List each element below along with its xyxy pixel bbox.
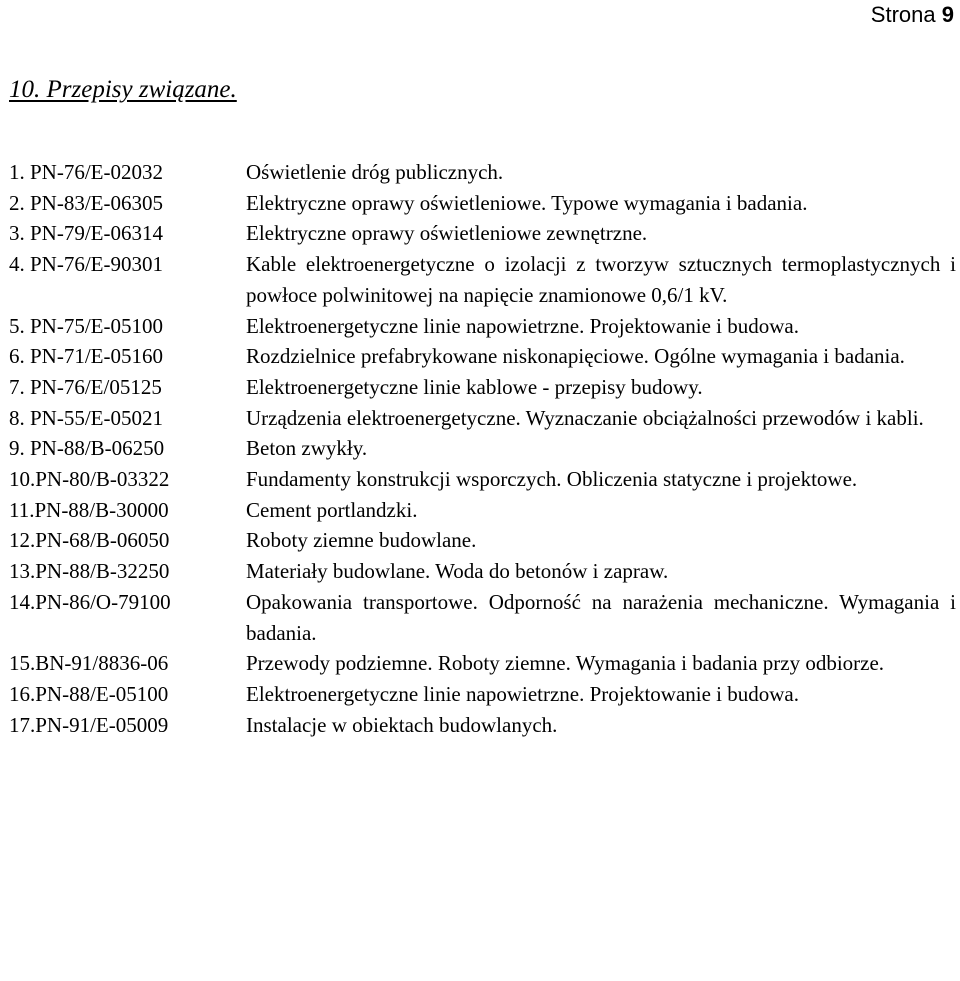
reference-item [9, 648, 956, 679]
reference-item [9, 433, 956, 464]
standard-title: Beton zwykły. [246, 436, 368, 461]
reference-item [9, 710, 956, 741]
section-title: 10. Przepisy związane. [9, 76, 237, 103]
standard-title: Oświetlenie dróg publicznych. [246, 160, 504, 184]
standard-title: Urządzenia elektroenergetyczne. Wyznaczanie obciążalności przewodów i kabli. [246, 405, 924, 430]
standard-title: Elektryczne oprawy oświetleniowe. Typowe wymagania i badania. [246, 190, 808, 215]
standard-number: 9. PN-88/B-06250 [9, 436, 165, 461]
standard-number: 10.PN-80/B-03322 [9, 467, 170, 492]
standard-title: Cement portlandzki. [246, 497, 418, 522]
standard-title: Materiały budowlane. Woda do betonów i zapraw. [246, 559, 669, 584]
standard-number: 6. PN-71/E-05160 [9, 344, 163, 369]
standard-title: Elektryczne oprawy oświetleniowe zewnętrzne. [246, 221, 648, 246]
reference-item [9, 403, 956, 434]
standard-number: 13.PN-88/B-32250 [9, 559, 170, 584]
reference-list [9, 157, 956, 740]
reference-item [9, 218, 956, 249]
standard-number: 5. PN-75/E-05100 [9, 313, 163, 338]
page-header [871, 2, 954, 28]
standard-number: 12.PN-68/B-06050 [9, 528, 170, 553]
standard-title: Instalacje w obiektach budowlanych. [246, 712, 558, 737]
reference-item [9, 525, 956, 556]
standard-number: 8. PN-55/E-05021 [9, 405, 163, 430]
standard-title: Przewody podziemne. Roboty ziemne. Wymagania i badania przy odbiorze. [246, 651, 885, 676]
standard-number: 15.BN-91/8836-06 [9, 651, 169, 676]
page-label: Strona [870, 2, 936, 27]
reference-item [9, 188, 956, 219]
reference-item [9, 495, 956, 526]
standard-title: Fundamenty konstrukcji wsporczych. Obliczenia statyczne i projektowe. [246, 467, 858, 492]
reference-item [9, 311, 956, 342]
standard-number: 4. PN-76/E-90301 [9, 252, 163, 277]
reference-item [9, 464, 956, 495]
standard-number: 11.PN-88/B-30000 [9, 497, 169, 522]
standard-title: Roboty ziemne budowlane. [246, 528, 477, 553]
standard-number: 2. PN-83/E-06305 [9, 190, 163, 215]
standard-number: 16.PN-88/E-05100 [9, 681, 169, 706]
standard-title: Kable elektroenergetyczne o izolacji z tworzyw sztucznych termoplastycznych i powłoce polwinitowej na napięcie znamionowe 0,6/1 kV. [246, 252, 956, 307]
reference-item [9, 157, 956, 188]
reference-item [9, 372, 956, 403]
reference-item [9, 341, 956, 372]
standard-number: 17.PN-91/E-05009 [9, 712, 169, 737]
standard-title: Elektroenergetyczne linie napowietrzne. Projektowanie i budowa. [246, 681, 799, 706]
reference-item [9, 587, 956, 648]
standard-number: 7. PN-76/E/05125 [9, 374, 162, 399]
reference-item [9, 249, 956, 310]
standard-title: Elektroenergetyczne linie napowietrzne. Projektowanie i budowa. [246, 313, 799, 338]
standard-title: Elektroenergetyczne linie kablowe - przepisy budowy. [246, 374, 703, 399]
reference-item [9, 679, 956, 710]
page-number: 9 [941, 2, 954, 27]
standard-number: 3. PN-79/E-06314 [9, 221, 163, 246]
standard-number: 1. PN-76/E-02032 [9, 160, 163, 184]
standard-number: 14.PN-86/O-79100 [9, 589, 171, 614]
standard-title: Opakowania transportowe. Odporność na narażenia mechaniczne. Wymagania i badania. [246, 589, 956, 645]
standard-title: Rozdzielnice prefabrykowane niskonapięciowe. Ogólne wymagania i badania. [246, 344, 905, 369]
reference-item [9, 556, 956, 587]
